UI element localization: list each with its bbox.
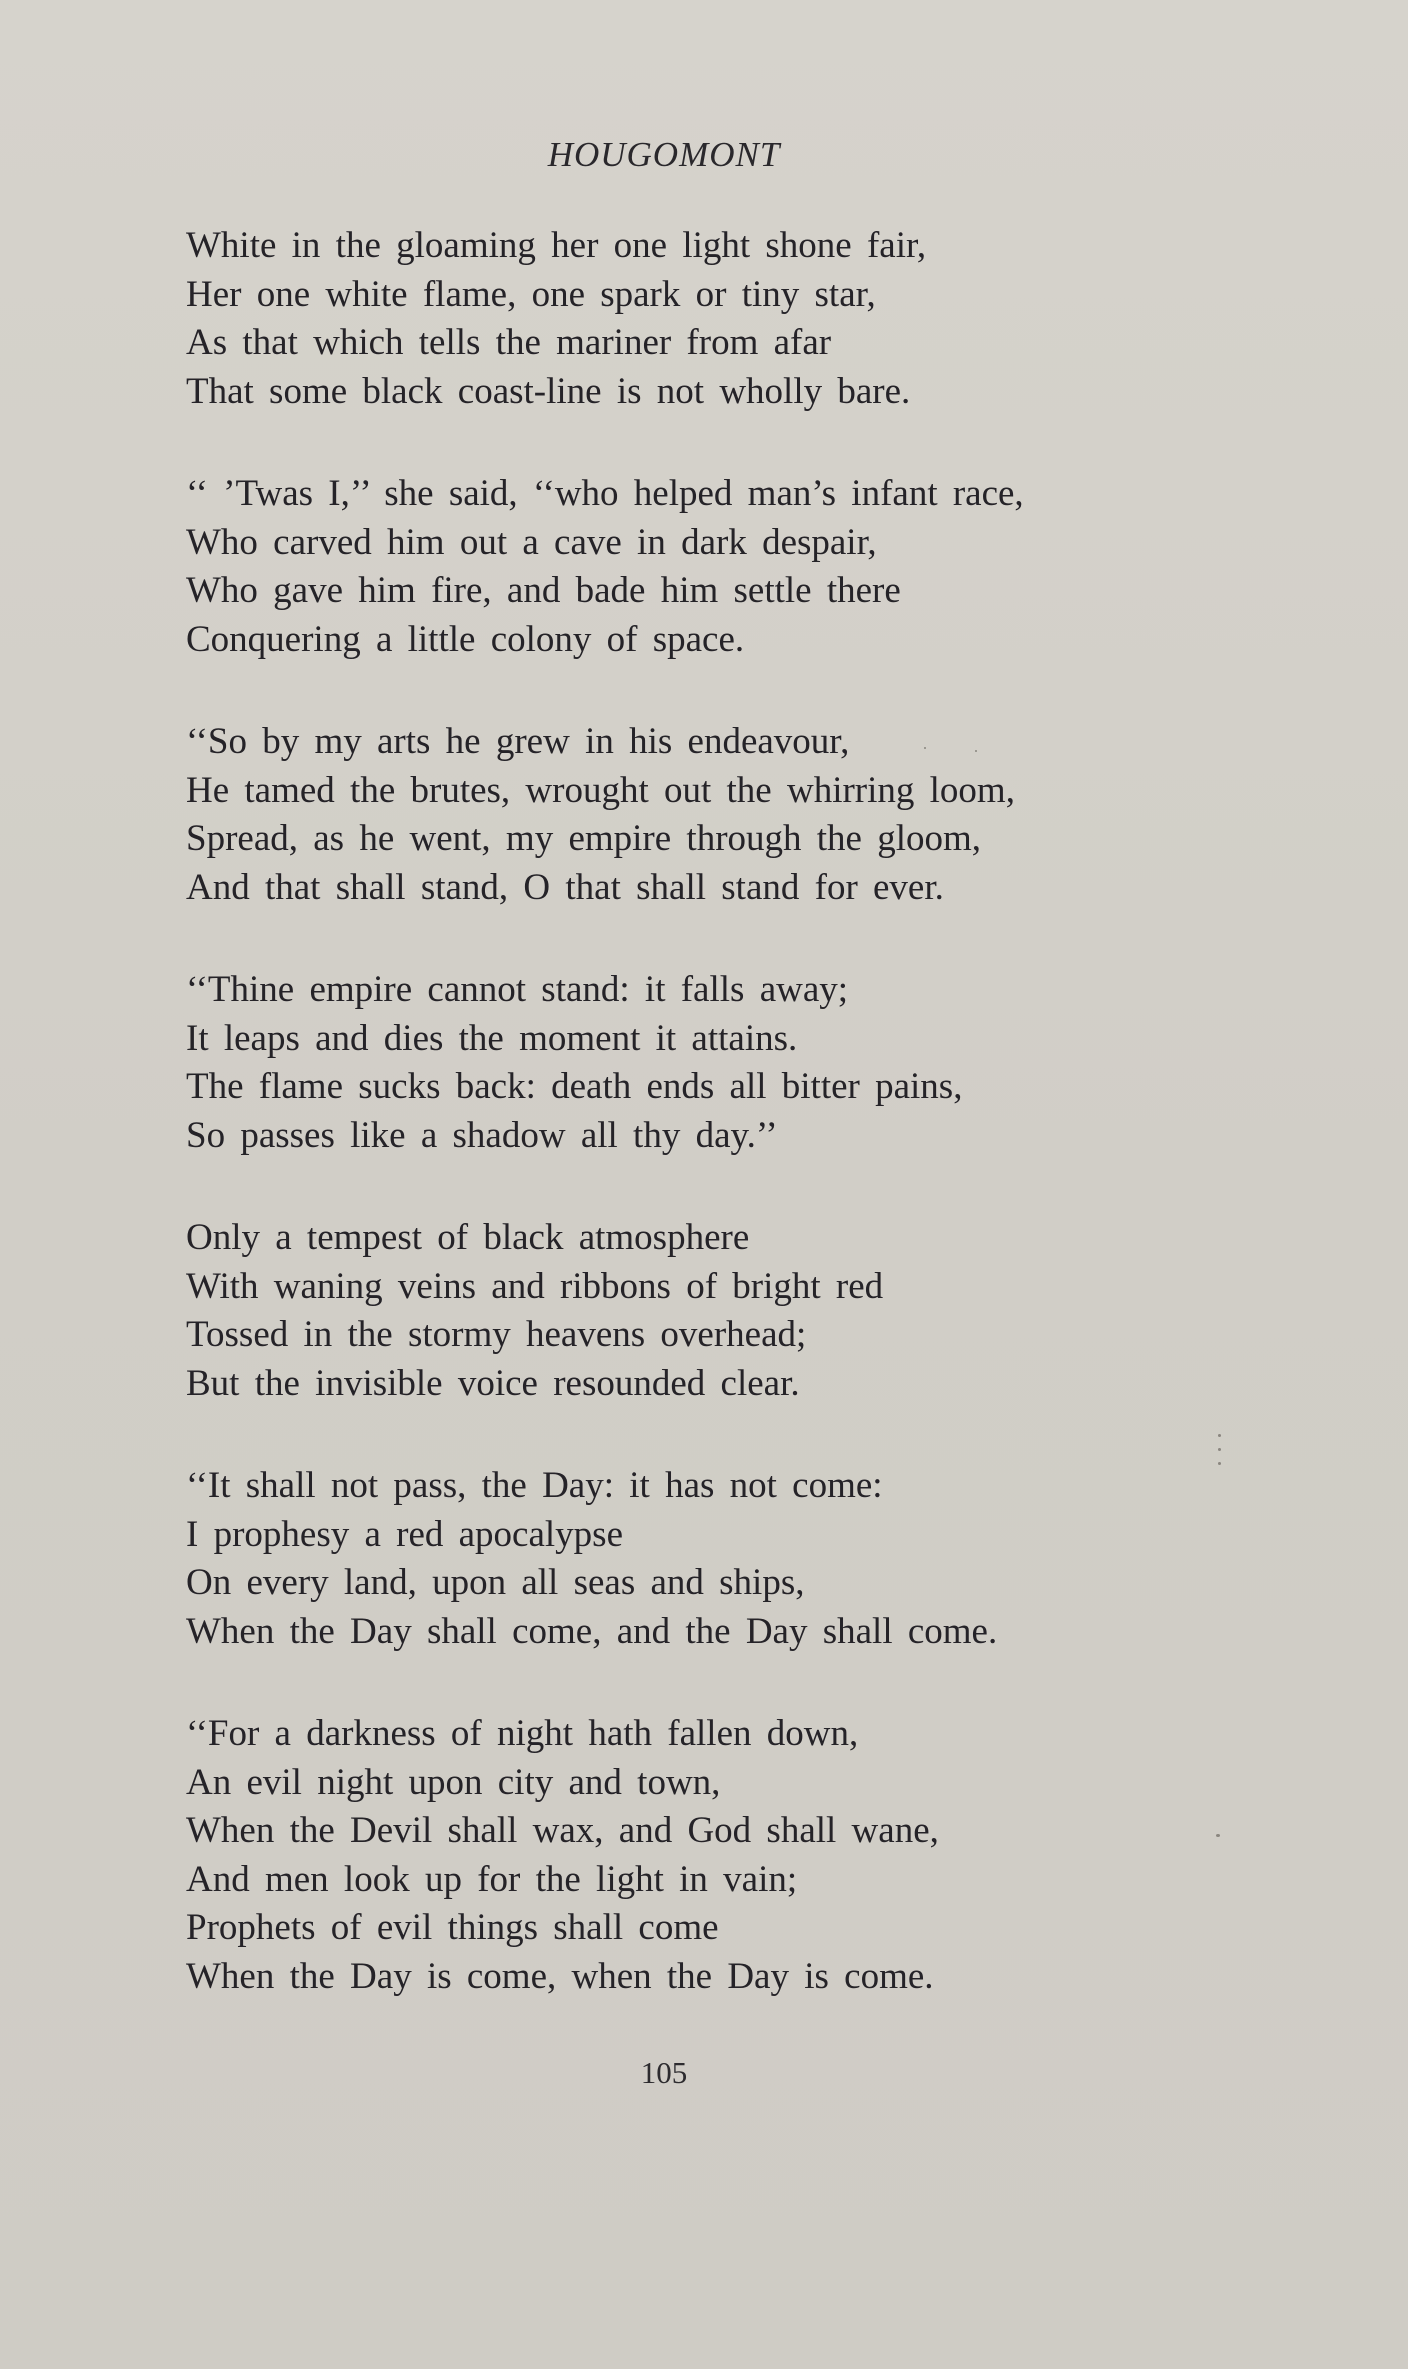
poem-line: It leaps and dies the moment it attains.: [186, 1017, 798, 1059]
poem-line: On every land, upon all seas and ships,: [186, 1562, 805, 1603]
poem-line: So passes like a shadow all thy day.’’: [186, 1114, 778, 1156]
poem-line: As that which tells the mariner from afar: [186, 322, 832, 363]
poem-line: But the invisible voice resounded clear.: [186, 1362, 800, 1404]
stanza-1: [186, 222, 1306, 416]
poem-line: With waning veins and ribbons of bright red: [186, 1265, 884, 1307]
poem-line: Who carved him out a cave in dark despair,: [186, 521, 877, 563]
stanza-4: [186, 966, 1306, 1160]
paper-speck: [1218, 1434, 1221, 1437]
stanza-6: [186, 1462, 1306, 1656]
poem-line: Spread, as he went, my empire through the gloom,: [186, 818, 982, 859]
poem-line: Tossed in the stormy heavens overhead;: [186, 1314, 807, 1355]
paper-speck: [1218, 1462, 1221, 1465]
paper-speck: [1218, 1448, 1221, 1451]
page-number: 105: [640, 2055, 688, 2090]
stanza-7: [186, 1710, 1306, 2001]
paper-speck: [975, 750, 977, 752]
poem-line: Prophets of evil things shall come: [186, 1907, 719, 1948]
poem-line: Only a tempest of black atmosphere: [186, 1217, 750, 1258]
poem-line: The flame sucks back: death ends all bitter pains,: [186, 1066, 963, 1107]
poem-line: Her one white flame, one spark or tiny star,: [186, 273, 876, 315]
poem-line: When the Devil shall wax, and God shall wane,: [186, 1810, 939, 1851]
poem-line: That some black coast-line is not wholly bare.: [186, 370, 911, 412]
stanza-3: [186, 718, 1306, 912]
poem-line: ‘‘So by my arts he grew in his endeavour,: [186, 721, 850, 762]
poem-line: Conquering a little colony of space.: [186, 618, 745, 660]
paper-speck: [924, 747, 926, 749]
stanza-5: [186, 1214, 1306, 1408]
poem-line: ‘‘Thine empire cannot stand: it falls away;: [186, 969, 849, 1010]
poem-line: I prophesy a red apocalypse: [186, 1513, 623, 1555]
poem-line: ‘‘ ’Twas I,’’ she said, ‘‘who helped man’s infant race,: [186, 473, 1024, 514]
poem-line: White in the gloaming her one light shone fair,: [186, 225, 927, 266]
poem-line: Who gave him fire, and bade him settle there: [186, 570, 901, 611]
poem-line: ‘‘For a darkness of night hath fallen down,: [186, 1713, 859, 1754]
paper-speck: [1216, 1834, 1220, 1837]
running-title: HOUGOMONT: [547, 135, 781, 174]
poem-line: ‘‘It shall not pass, the Day: it has not come:: [186, 1465, 883, 1506]
poem-line: An evil night upon city and town,: [186, 1761, 721, 1803]
poem-line: And that shall stand, O that shall stand for ever.: [186, 866, 944, 908]
poem-line: When the Day is come, when the Day is come.: [186, 1955, 934, 1997]
poem-body: [186, 222, 1306, 2055]
poem-line: When the Day shall come, and the Day shall come.: [186, 1610, 998, 1652]
poem-line: And men look up for the light in vain;: [186, 1858, 798, 1900]
poem-line: He tamed the brutes, wrought out the whirring loom,: [186, 769, 1015, 811]
stanza-2: [186, 470, 1306, 664]
